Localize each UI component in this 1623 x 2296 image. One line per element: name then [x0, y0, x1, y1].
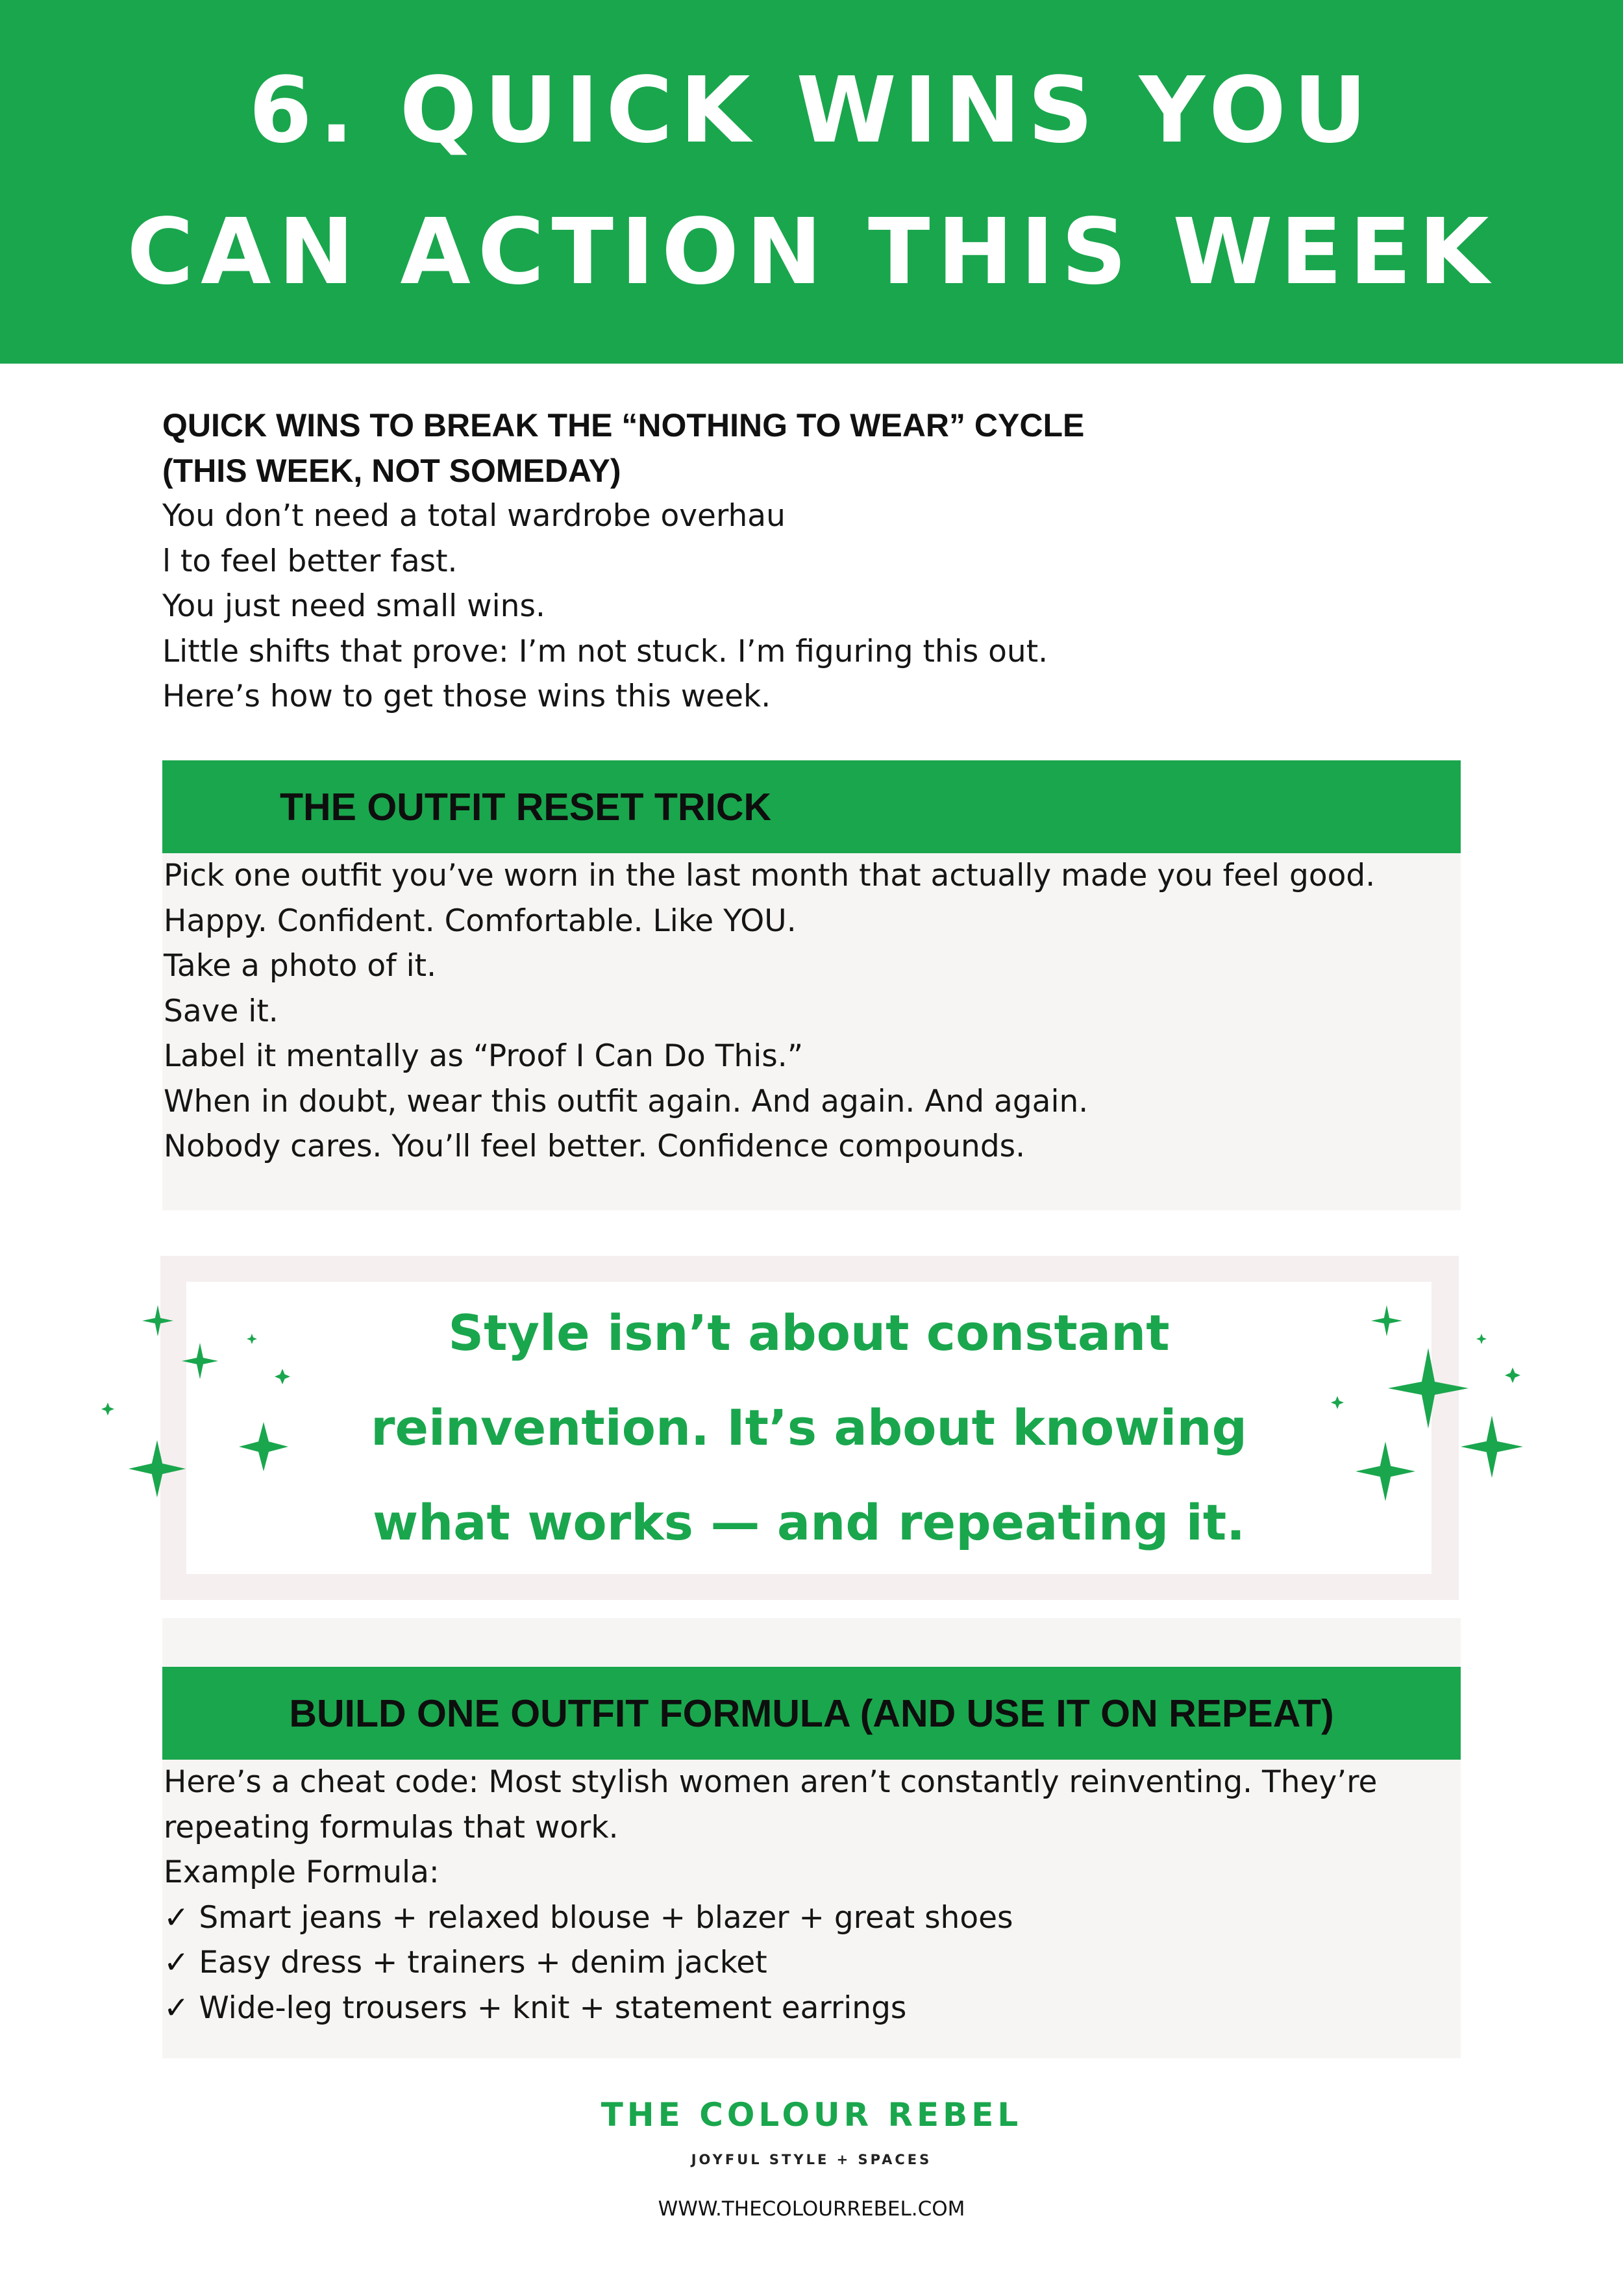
list-item — [164, 1895, 1461, 1941]
list-item — [164, 1986, 1461, 2031]
section-text-line: Pick one outfit you’ve worn in the last month that actually made you feel good. — [164, 858, 1376, 893]
quote-line-1: Style isn’t about constant — [448, 1304, 1170, 1362]
section-title-outfit-formula: BUILD ONE OUTFIT FORMULA (AND USE IT ON REPEAT) — [162, 1667, 1461, 1760]
sparkle-icon — [1356, 1441, 1415, 1501]
sparkle-icon — [129, 1440, 186, 1497]
list-item-label: Easy dress + trainers + denim jacket — [199, 1945, 767, 1980]
section-text-line: Here’s a cheat code: Most stylish women aren’t constantly reinventing. They’re — [164, 1764, 1378, 1800]
sparkle-icon — [101, 1403, 114, 1416]
check-icon: ✓ — [164, 1990, 190, 2026]
sparkle-icon — [182, 1343, 218, 1379]
list-item-label: Wide-leg trousers + knit + statement earrings — [199, 1990, 907, 2026]
intro-text-line: You just need small wins. — [162, 588, 545, 624]
intro-heading-line-2: (THIS WEEK, NOT SOMEDAY) — [162, 453, 621, 489]
sparkle-icon — [1371, 1305, 1402, 1336]
sparkle-icon — [1476, 1334, 1487, 1344]
sparkle-icon — [247, 1334, 257, 1344]
section-text-line: repeating formulas that work. — [164, 1809, 619, 1845]
page-title-banner — [0, 0, 1623, 364]
intro-text-line: You don’t need a total wardrobe overhau — [162, 498, 786, 534]
website-link[interactable]: WWW.THECOLOURREBEL.COM — [658, 2197, 965, 2221]
section-text-line: Happy. Confident. Comfortable. Like YOU. — [164, 903, 797, 939]
sparkle-icon-group-right — [1318, 1305, 1552, 1526]
sparkle-icon — [275, 1369, 290, 1384]
section-text-line: Label it mentally as “Proof I Can Do This.” — [164, 1038, 804, 1074]
check-icon: ✓ — [164, 1899, 190, 1936]
intro-text-line: l to feel better fast. — [162, 543, 458, 579]
brand-logo-text: THE COLOUR REBEL — [601, 2096, 1022, 2134]
quote-card — [186, 1282, 1431, 1574]
intro-section — [162, 403, 1461, 719]
sparkle-icon — [239, 1422, 288, 1471]
page-title-line-2: CAN ACTION THIS WEEK — [127, 199, 1496, 305]
intro-text-line: Little shifts that prove: I’m not stuck. I’m figuring this out. — [162, 633, 1048, 669]
check-icon: ✓ — [164, 1945, 190, 1980]
quote-line-3: what works — and repeating it. — [372, 1493, 1246, 1551]
quote-frame — [160, 1256, 1459, 1600]
sparkle-icon-group-left — [84, 1305, 312, 1526]
section-panel-outfit-reset — [162, 853, 1461, 1210]
intro-text-line: Here’s how to get those wins this week. — [162, 679, 771, 714]
list-item-label: Smart jeans + relaxed blouse + blazer + great shoes — [199, 1899, 1013, 1936]
brand-tagline: JOYFUL STYLE + SPACES — [691, 2152, 932, 2167]
page-title-line-1: 6. QUICK WINS YOU — [249, 58, 1374, 164]
section-text-line: Nobody cares. You’ll feel better. Confidence compounds. — [164, 1129, 1026, 1164]
list-item — [164, 1940, 1461, 1986]
intro-heading-line-1: QUICK WINS TO BREAK THE “NOTHING TO WEAR” CYCLE — [162, 407, 1085, 443]
sparkle-icon — [1505, 1367, 1520, 1383]
section-panel-formula-top — [162, 1618, 1461, 1667]
section-text-line: Save it. — [164, 993, 279, 1029]
section-text-line: Take a photo of it. — [164, 948, 437, 984]
sparkle-icon — [1331, 1396, 1344, 1409]
quote-line-2: reinvention. It’s about knowing — [370, 1399, 1247, 1456]
section-text-line: When in doubt, wear this outfit again. And again. And again. — [164, 1083, 1089, 1119]
sparkle-icon — [1461, 1416, 1523, 1478]
section-text-line: Example Formula: — [164, 1854, 440, 1890]
section-panel-outfit-formula — [162, 1760, 1461, 2058]
sparkle-icon — [142, 1305, 173, 1336]
section-title-outfit-reset: THE OUTFIT RESET TRICK — [162, 760, 1461, 853]
sparkle-icon — [1388, 1348, 1468, 1429]
